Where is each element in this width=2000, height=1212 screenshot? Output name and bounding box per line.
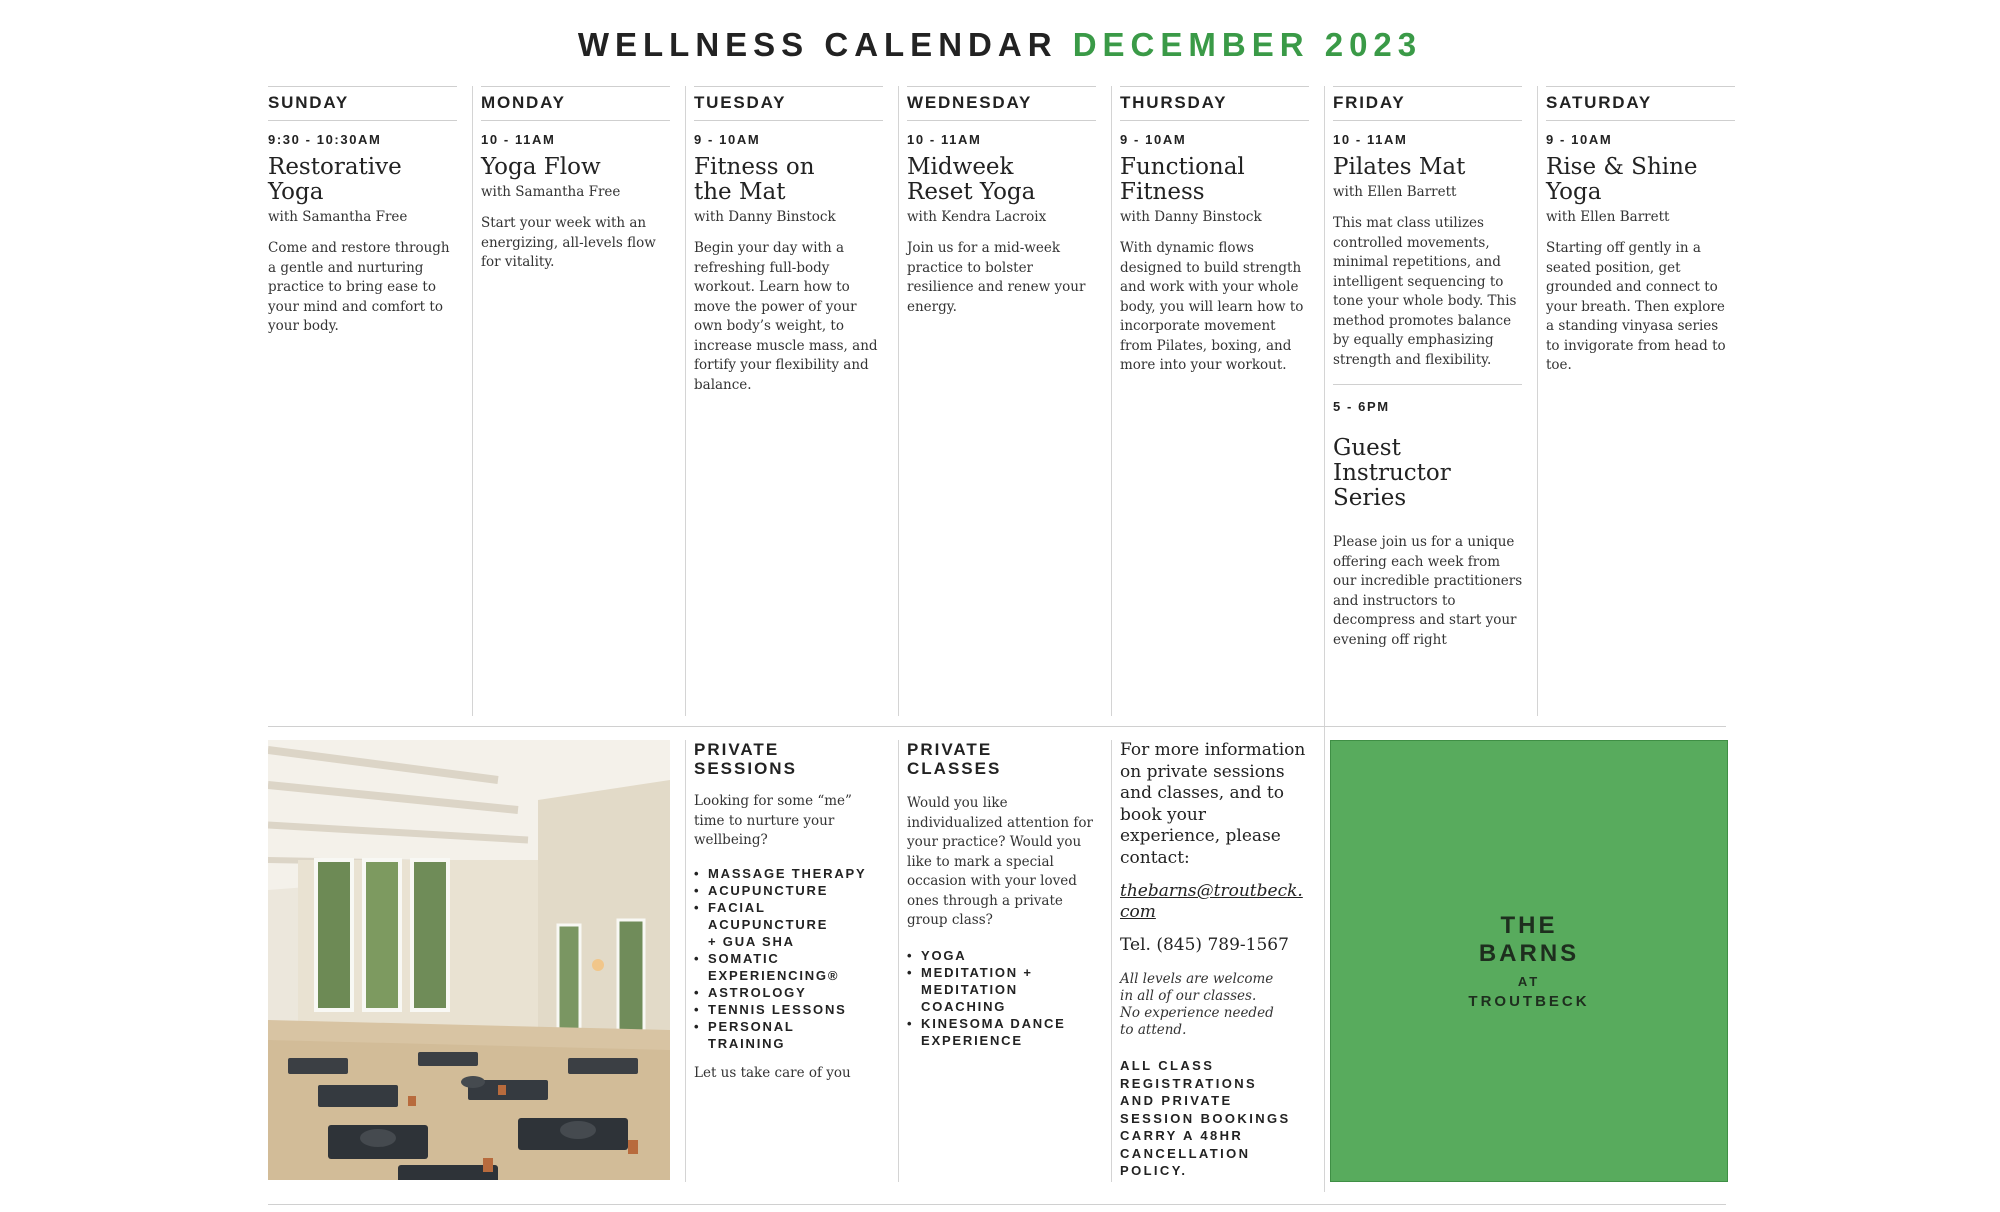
rule [1120, 86, 1309, 87]
list-item: • KINESOMA DANCE EXPERIENCE [907, 1015, 1101, 1049]
class-time: 10 - 11AM [907, 132, 982, 147]
private-sessions-list [694, 865, 884, 1052]
contact-email-link[interactable] [1120, 881, 1310, 923]
class-description-evening: Please join us for a unique offering each week from our incredible practitioners and instructors to decompress and start your evening off right [1333, 534, 1523, 648]
private-sessions-outro: Let us take care of you [694, 1064, 851, 1081]
rule [907, 120, 1096, 121]
logo-line-the: THE [1500, 912, 1558, 939]
class-title: Midweek Reset Yoga [907, 154, 1036, 205]
private-sessions-heading: PRIVATE SESSIONS [694, 740, 797, 778]
contact-section [1120, 740, 1310, 1180]
logo-line-at: AT [1517, 974, 1541, 989]
private-classes-list [907, 947, 1097, 1049]
list-item: • ACUPUNCTURE [694, 882, 884, 899]
column-divider [1111, 740, 1112, 1182]
column-divider [1324, 86, 1325, 1192]
class-cell-saturday [1546, 132, 1736, 376]
rule [481, 120, 670, 121]
class-time: 10 - 11AM [1333, 132, 1408, 147]
column-divider [1537, 86, 1538, 716]
rule [1546, 86, 1735, 87]
brand-logo-box [1330, 740, 1728, 1182]
class-title: Rise & Shine Yoga [1546, 154, 1698, 205]
list-item: • ASTROLOGY [694, 984, 884, 1001]
class-instructor: with Danny Binstock [694, 209, 836, 225]
class-instructor: with Danny Binstock [1120, 209, 1262, 225]
rule [268, 120, 457, 121]
rule [694, 120, 883, 121]
class-cell-thursday [1120, 132, 1310, 376]
day-header-friday: FRIDAY [1333, 93, 1406, 112]
class-title: Yoga Flow [481, 154, 601, 180]
bottom-divider [268, 1204, 1726, 1205]
class-time: 9:30 - 10:30AM [268, 132, 382, 147]
private-sessions-intro: Looking for some “me” time to nurture your wellbeing? [694, 793, 852, 848]
column-divider [1111, 86, 1112, 716]
class-time: 9 - 10AM [1120, 132, 1187, 147]
rule [268, 86, 457, 87]
section-divider [268, 726, 1726, 727]
studio-photo [268, 740, 670, 1180]
rule [1333, 86, 1522, 87]
class-cell-friday [1333, 132, 1523, 650]
contact-phone: Tel. (845) 789-1567 [1120, 935, 1289, 955]
list-item: • MEDITATION + MEDITATION COACHING [907, 964, 1061, 1015]
class-description: Starting off gently in a seated position, get grounded and connect to your breath. Then explore a standing vinyasa series to invigorate from head to toe. [1546, 240, 1726, 373]
list-item: • TENNIS LESSONS [694, 1001, 884, 1018]
day-header-wednesday: WEDNESDAY [907, 93, 1033, 112]
private-classes-heading: PRIVATE CLASSES [907, 740, 1002, 778]
class-description: Come and restore through a gentle and nurturing practice to bring ease to your mind and comfort to your body. [268, 240, 450, 334]
class-instructor: with Ellen Barrett [1546, 209, 1670, 225]
class-time: 9 - 10AM [694, 132, 761, 147]
class-description: Join us for a mid-week practice to bolster resilience and renew your energy. [907, 240, 1086, 315]
logo-line-barns: BARNS [1478, 940, 1580, 967]
class-description: Begin your day with a refreshing full-body workout. Learn how to move the power of your own body’s weight, to increase muscle mass, and fortify your flexibility and balance. [694, 240, 878, 393]
class-title: Pilates Mat [1333, 154, 1466, 180]
rule [1546, 120, 1735, 121]
class-title-evening: Guest Instructor Series [1333, 435, 1451, 511]
rule [481, 86, 670, 87]
class-instructor: with Samantha Free [481, 184, 621, 200]
rule [1120, 120, 1309, 121]
studio-photo-illustration [268, 740, 670, 1180]
class-cell-tuesday [694, 132, 884, 395]
list-item: + GUA SHA [708, 933, 795, 949]
class-cell-sunday [268, 132, 458, 337]
contact-email-line1: thebarns@troutbeck. [1120, 881, 1303, 901]
rule [694, 86, 883, 87]
private-sessions-section [694, 740, 884, 1083]
contact-email-line2: com [1120, 902, 1156, 922]
column-divider [898, 86, 899, 716]
private-classes-section [907, 740, 1097, 1049]
class-title: Functional Fitness [1120, 154, 1245, 205]
column-divider [685, 86, 686, 716]
class-title: Fitness on the Mat [694, 154, 815, 205]
class-instructor: with Ellen Barrett [1333, 184, 1457, 200]
day-header-tuesday: TUESDAY [694, 93, 787, 112]
list-item: • PERSONAL TRAINING [694, 1018, 828, 1052]
title-main: WELLNESS CALENDAR [577, 26, 1058, 63]
class-description: This mat class utilizes controlled movements, minimal repetitions, and intelligent sequencing to tone your whole body. This method promotes balance by equally emphasizing strength and flexibility. [1333, 215, 1517, 368]
page-title [0, 26, 2000, 64]
class-time: 10 - 11AM [481, 132, 556, 147]
column-divider [898, 740, 899, 1182]
private-classes-intro: Would you like individualized attention for your practice? Would you like to mark a special occasion with your loved ones through a private group class? [907, 795, 1093, 928]
class-time: 9 - 10AM [1546, 132, 1613, 147]
day-header-monday: MONDAY [481, 93, 566, 112]
list-item: • MASSAGE THERAPY [694, 865, 884, 882]
list-item: • SOMATIC EXPERIENCING® [694, 950, 858, 984]
rule [907, 86, 1096, 87]
class-description: With dynamic flows designed to build strength and work with your whole body, you will learn how to incorporate movement from Pilates, boxing, and more into your workout. [1120, 240, 1304, 373]
contact-intro: For more information on private sessions and classes, and to book your experience, please contact: [1120, 740, 1306, 868]
class-title: Restorative Yoga [268, 154, 402, 205]
class-instructor: with Samantha Free [268, 209, 408, 225]
list-item: • FACIAL ACUPUNCTURE [694, 899, 858, 933]
rule [1333, 120, 1522, 121]
class-time-evening: 5 - 6PM [1333, 399, 1390, 414]
list-item: • YOGA [907, 947, 1097, 964]
cancellation-policy: ALL CLASS REGISTRATIONS AND PRIVATE SESSION BOOKINGS CARRY A 48HR CANCELLATION POLICY. [1120, 1058, 1291, 1178]
class-cell-wednesday [907, 132, 1097, 317]
class-cell-monday [481, 132, 671, 273]
title-month: DECEMBER 2023 [1072, 26, 1423, 63]
day-header-thursday: THURSDAY [1120, 93, 1228, 112]
column-divider [472, 86, 473, 716]
column-divider [685, 740, 686, 1182]
day-header-saturday: SATURDAY [1546, 93, 1653, 112]
logo-line-troutbeck: TROUTBECK [1468, 993, 1590, 1010]
class-description: Start your week with an energizing, all-levels flow for vitality. [481, 215, 656, 270]
day-header-sunday: SUNDAY [268, 93, 350, 112]
class-instructor: with Kendra Lacroix [907, 209, 1047, 225]
rule [1333, 384, 1522, 385]
levels-note: All levels are welcome in all of our classes. No experience needed to attend. [1120, 971, 1274, 1038]
